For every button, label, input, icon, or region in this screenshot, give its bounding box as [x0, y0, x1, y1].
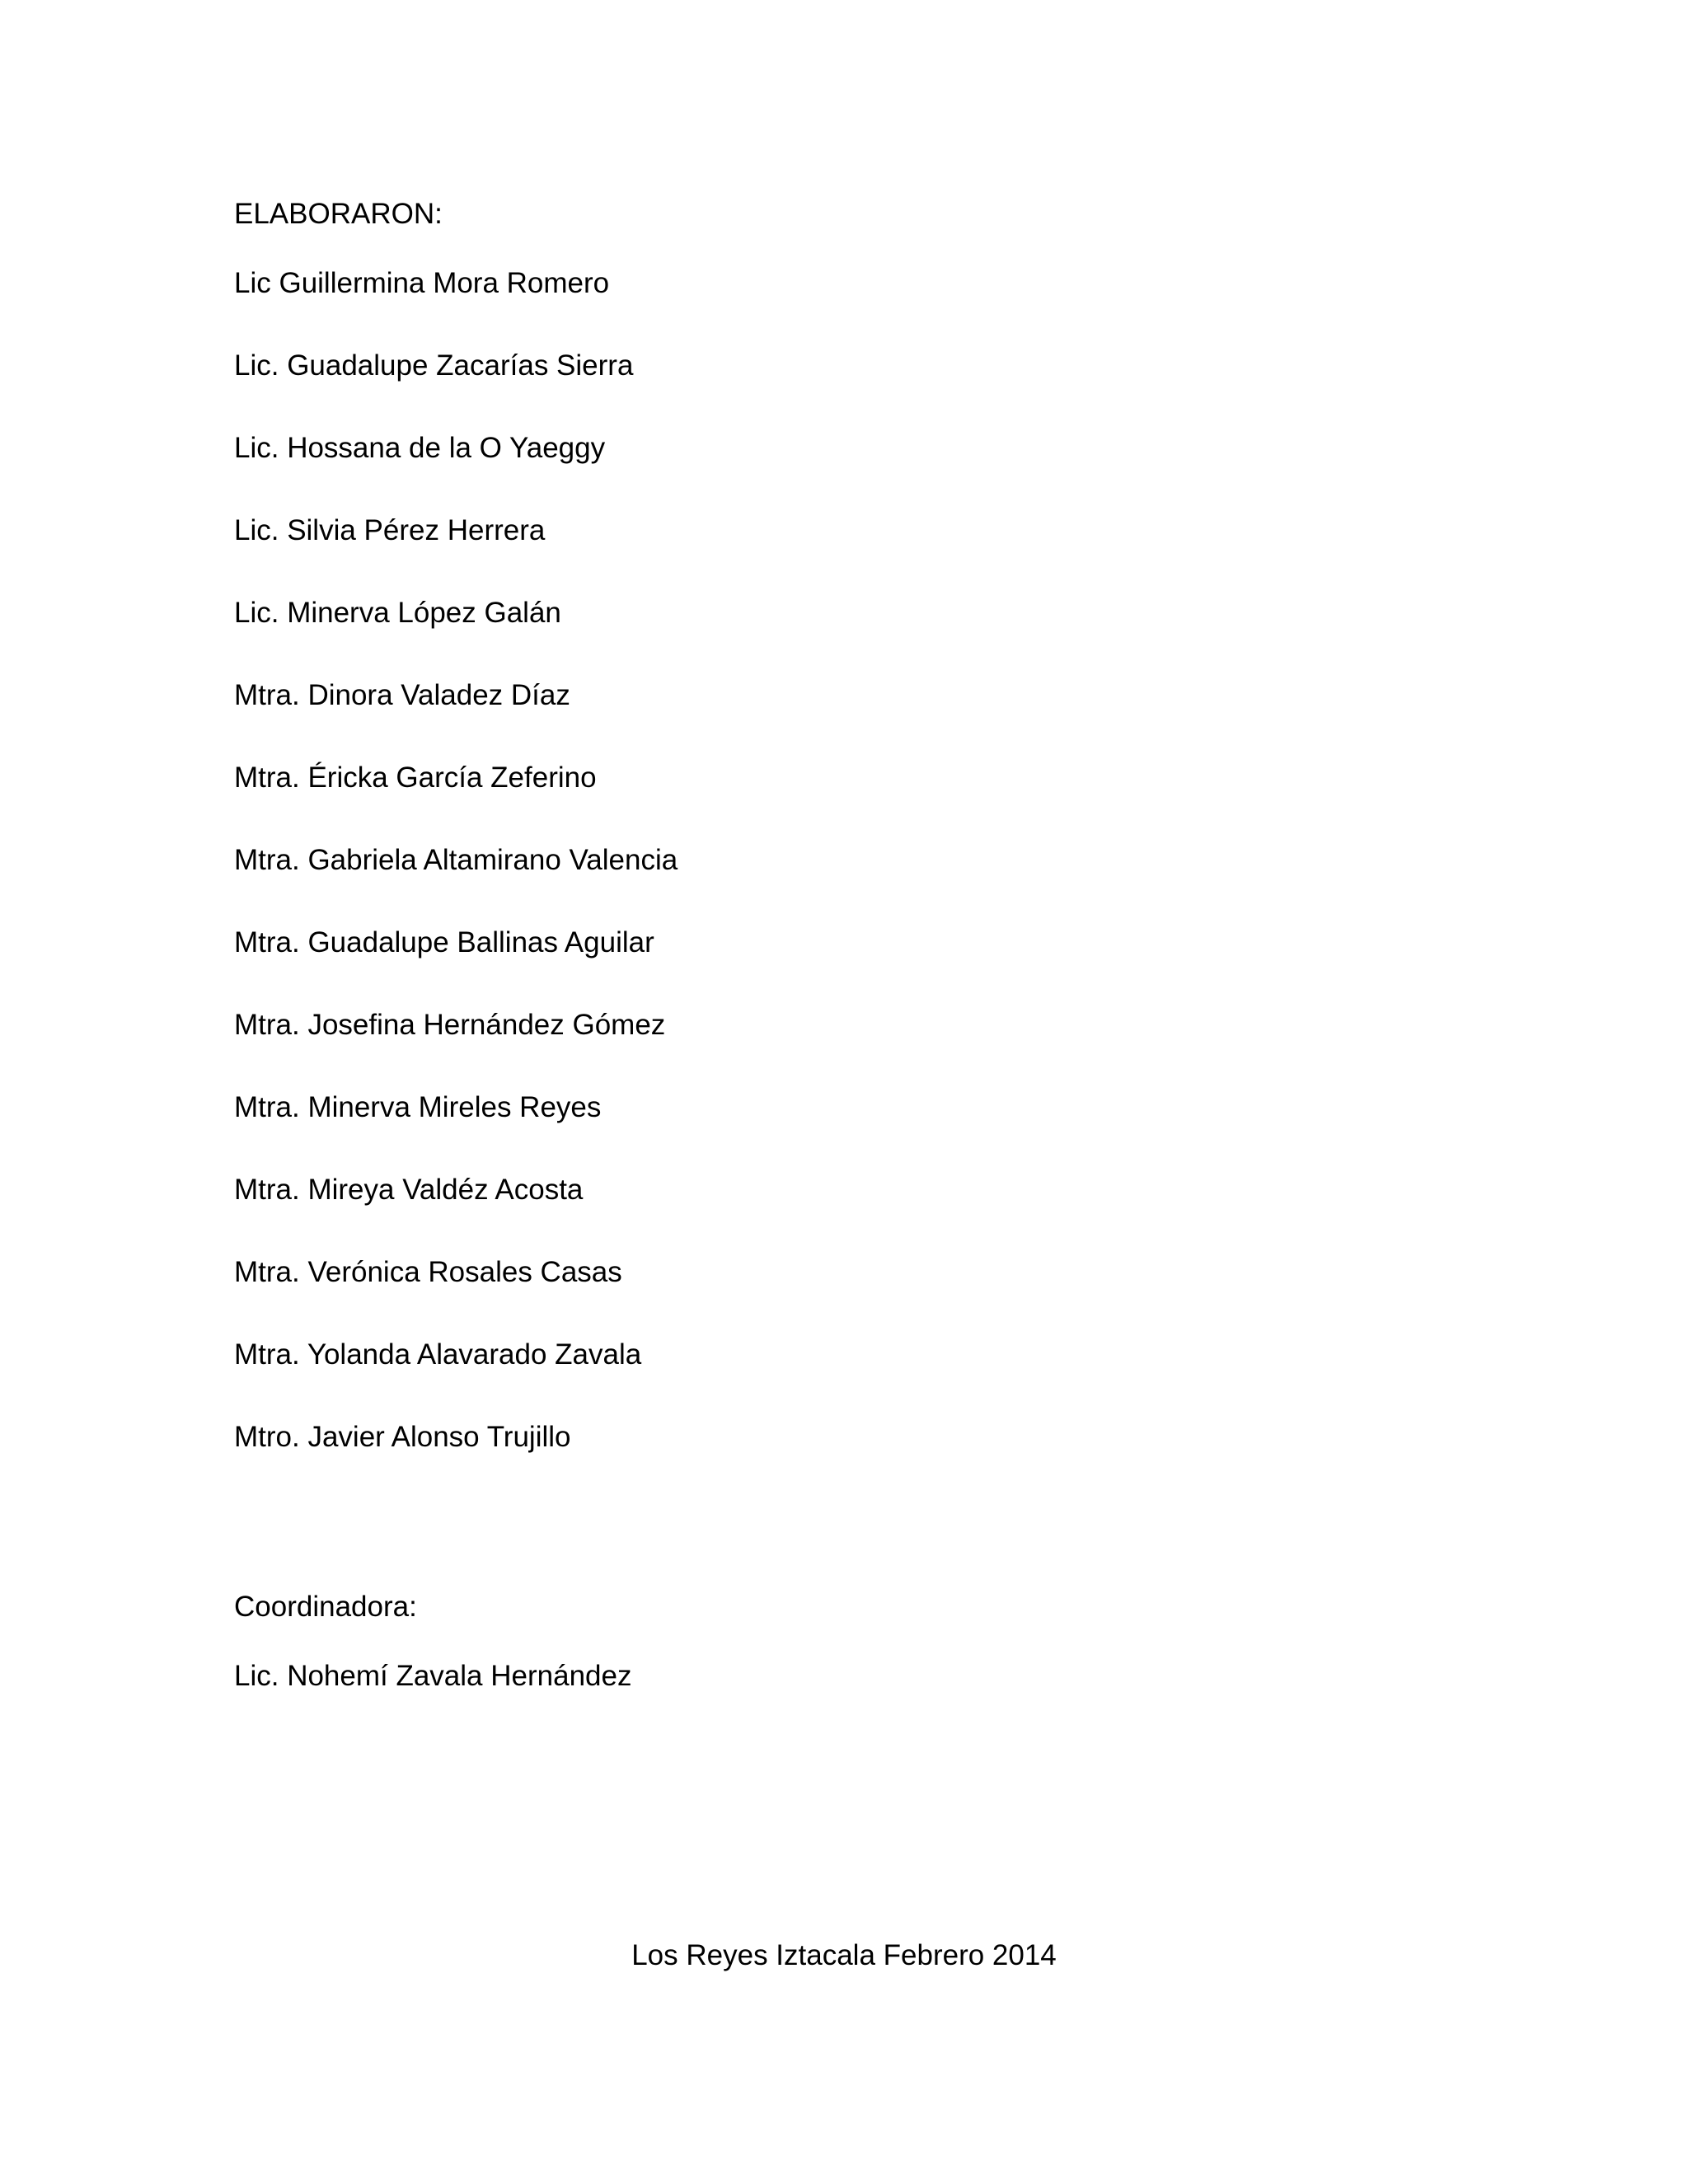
coordinator-name: Lic. Nohemí Zavala Hernández	[234, 1660, 632, 1692]
author-name: Mtra. Verónica Rosales Casas	[234, 1256, 622, 1288]
author-name: Lic Guillermina Mora Romero	[234, 267, 610, 299]
author-name: Mtra. Minerva Mireles Reyes	[234, 1091, 602, 1123]
author-name: Lic. Silvia Pérez Herrera	[234, 514, 546, 546]
footer-place-date: Los Reyes Iztacala Febrero 2014	[631, 1939, 1057, 1971]
coordinator-label: Coordinadora:	[234, 1591, 417, 1623]
author-name: Mtra. Dinora Valadez Díaz	[234, 679, 570, 711]
author-name: Mtra. Éricka García Zeferino	[234, 762, 597, 794]
page-heading: ELABORARON:	[234, 198, 443, 230]
author-name: Mtra. Yolanda Alavarado Zavala	[234, 1338, 642, 1371]
author-name: Mtra. Gabriela Altamirano Valencia	[234, 844, 678, 876]
author-name: Lic. Guadalupe Zacarías Sierra	[234, 349, 634, 382]
author-name: Mtra. Josefina Hernández Gómez	[234, 1009, 666, 1041]
author-name: Mtra. Guadalupe Ballinas Aguilar	[234, 926, 654, 958]
author-name: Mtro. Javier Alonso Trujillo	[234, 1421, 571, 1453]
author-name: Mtra. Mireya Valdéz Acosta	[234, 1174, 584, 1206]
author-name: Lic. Minerva López Galán	[234, 597, 561, 629]
author-name: Lic. Hossana de la O Yaeggy	[234, 432, 606, 464]
